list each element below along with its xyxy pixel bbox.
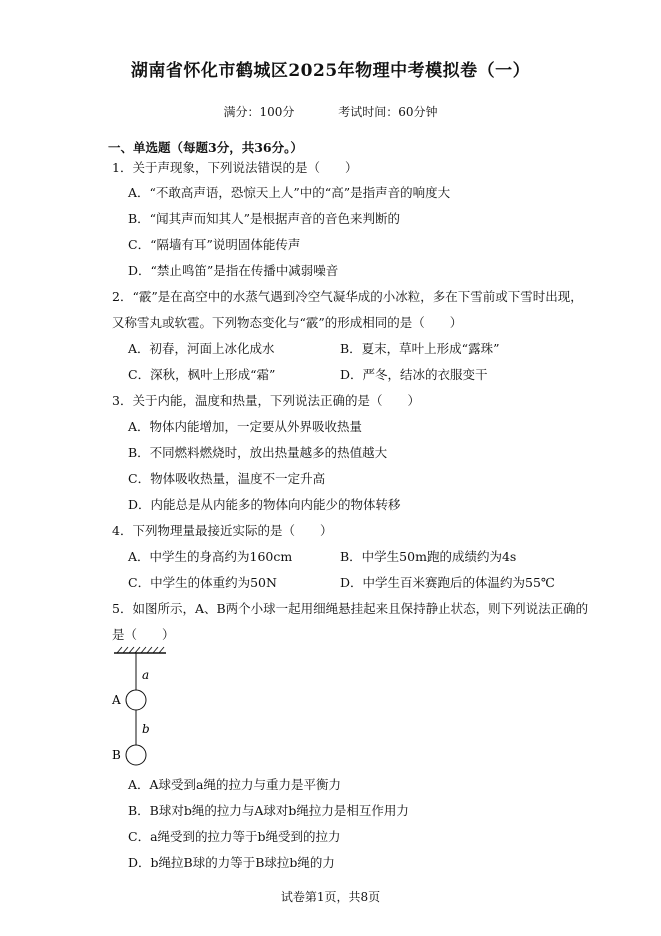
rope-b-label: b: [142, 722, 150, 736]
ceiling-support: [114, 647, 166, 653]
rope-a-label: a: [142, 668, 150, 682]
exam-title: 湖南省怀化市鹤城区2025年物理中考模拟卷（一）: [130, 61, 531, 81]
q4-option-a: A．中学生的身高约为160cm: [128, 549, 293, 564]
q1-option-d: D．“禁止鸣笛”是指在传播中减弱噪音: [128, 263, 339, 278]
q4-option-c: C．中学生的体重约为50N: [128, 575, 277, 590]
q5-stem-line1: 5．如图所示，A、B两个小球一起用细绳悬挂起来且保持静止状态，则下列说法正确的: [112, 601, 589, 616]
q5-option-c: C．a绳受到的拉力等于b绳受到的拉力: [128, 829, 341, 844]
q3-option-c: C．物体吸收热量，温度不一定升高: [128, 471, 326, 486]
q1-option-c: C．“隔墙有耳”说明固体能传声: [128, 237, 301, 252]
q4-option-b: B．中学生50m跑的成绩约为4s: [340, 549, 517, 564]
ball-b: [126, 745, 146, 765]
ball-a-label: A: [112, 693, 121, 707]
q2-stem-line2: 又称雪丸或软雹。下列物态变化与“霰”的形成相同的是（ ）: [112, 315, 463, 330]
q2-option-d: D．严冬，结冰的衣服变干: [340, 367, 488, 382]
q1-stem: 1．关于声现象，下列说法错误的是（ ）: [112, 160, 358, 175]
q1-option-a: A．“不敢高声语，恐惊天上人”中的“高”是指声音的响度大: [128, 185, 451, 200]
q3-option-d: D．内能总是从内能多的物体向内能少的物体转移: [128, 497, 401, 512]
q2-option-c: C．深秋，枫叶上形成“霜”: [128, 367, 276, 382]
q3-option-a: A．物体内能增加，一定要从外界吸收热量: [128, 419, 363, 434]
ball-b-label: B: [112, 748, 121, 762]
q4-stem: 4．下列物理量最接近实际的是（ ）: [112, 523, 333, 538]
hanging-balls-figure: [108, 645, 178, 773]
exam-meta: [0, 103, 661, 120]
q5-option-d: D．b绳拉B球的力等于B球拉b绳的力: [128, 855, 335, 870]
page-footer: 试卷第1页，共8页: [280, 890, 381, 904]
q3-option-b: B．不同燃料燃烧时，放出热量越多的热值越大: [128, 445, 388, 460]
q5-option-a: A．A球受到a绳的拉力与重力是平衡力: [128, 777, 342, 792]
q2-option-a: A．初春，河面上冰化成水: [128, 341, 275, 356]
q3-stem: 3．关于内能，温度和热量，下列说法正确的是（ ）: [112, 393, 420, 408]
ball-a: [126, 690, 146, 710]
section-heading: 一、单选题（每题3分，共36分。）: [108, 140, 303, 155]
q1-option-b: B．“闻其声而知其人”是根据声音的音色来判断的: [128, 211, 400, 226]
full-score: 满分：100分: [223, 105, 295, 119]
q5-option-b: B．B球对b绳的拉力与A球对b绳拉力是相互作用力: [128, 803, 409, 818]
q2-option-b: B．夏末，草叶上形成“露珠”: [340, 341, 500, 356]
q2-stem-line1: 2．“霰”是在高空中的水蒸气遇到冷空气凝华成的小冰粒，多在下雪前或下雪时出现，: [112, 289, 583, 304]
q5-stem-line2: 是（ ）: [112, 627, 175, 642]
q4-option-d: D．中学生百米赛跑后的体温约为55℃: [340, 575, 555, 590]
exam-time: 考试时间：60分钟: [338, 105, 438, 119]
